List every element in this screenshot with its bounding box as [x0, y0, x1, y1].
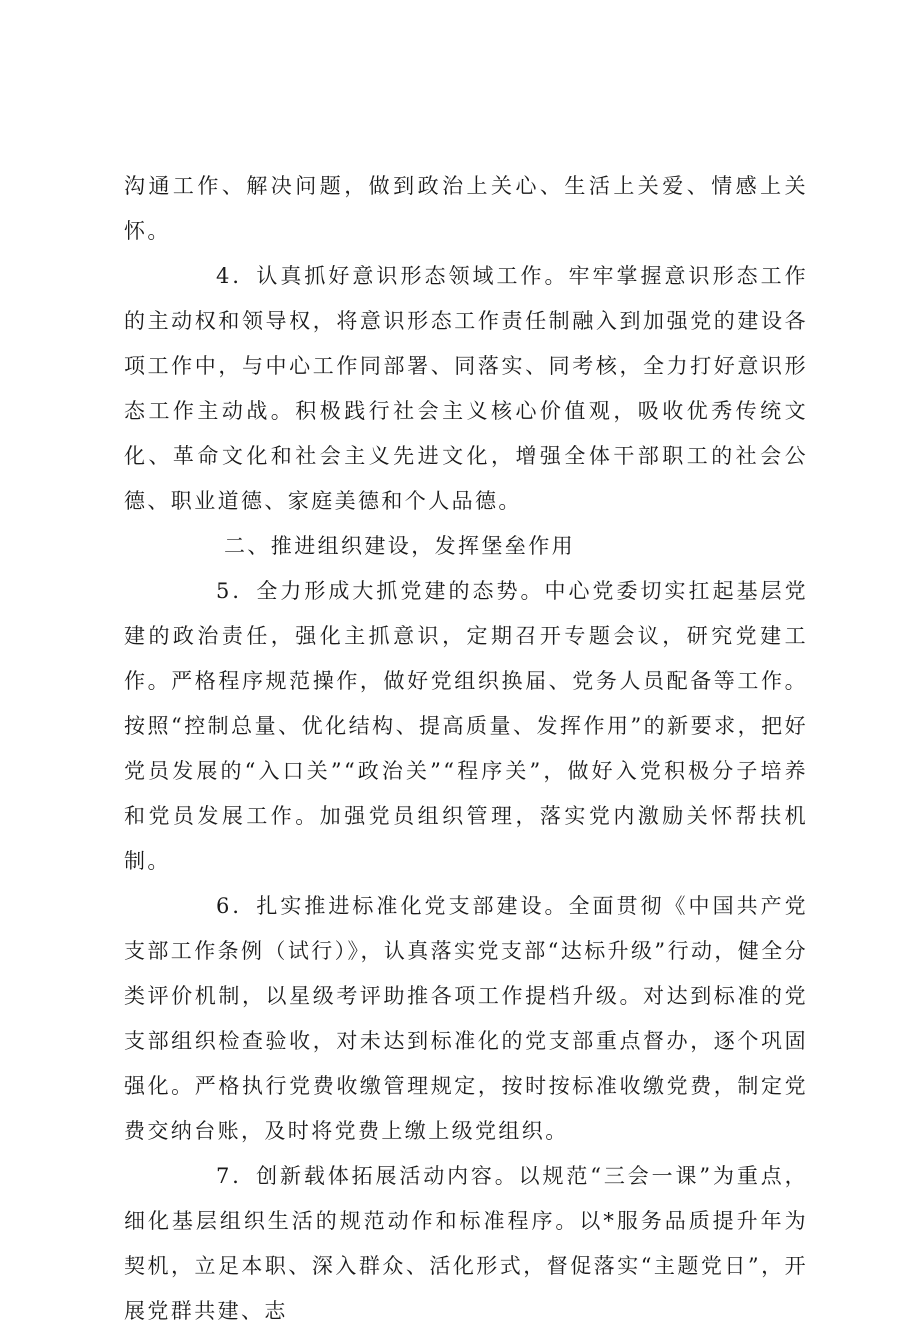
paragraph-item-5: 5．全力形成大抓党建的态势。中心党委切实扛起基层党建的政治责任，强化主抓意识，定期召开专题会议，研究党建工作。严格程序规范操作，做好党组织换届、党务人员配备等工作。按照“控制总量、优化结构、提高质量、发挥作用”的新要求，把好党员发展的“入口关”“政治关”“程序关”，做好入党积极分子培养和党员发展工作。加强党员组织管理，落实党内激励关怀帮扶机制。	[124, 579, 808, 873]
paragraph-item-6: 6．扎实推进标准化党支部建设。全面贯彻《中国共产党支部工作条例（试行）》，认真落实党支部“达标升级”行动，健全分类评价机制，以星级考评助推各项工作提档升级。对达到标准的党支部组织检查验收，对未达到标准化的党支部重点督办，逐个巩固强化。严格执行党费收缴管理规定，按时按标准收缴党费，制定党费交纳台账，及时将党费上缴上级党组织。	[124, 894, 808, 1143]
section-heading-2: 二、推进组织建设，发挥堡垒作用	[224, 534, 575, 558]
paragraph-continuation: 沟通工作、解决问题，做到政治上关心、生活上关爱、情感上关怀。	[124, 174, 808, 243]
document-body	[124, 164, 808, 1334]
paragraph-item-4: 4．认真抓好意识形态领域工作。牢牢掌握意识形态工作的主动权和领导权，将意识形态工作责任制融入到加强党的建设各项工作中，与中心工作同部署、同落实、同考核，全力打好意识形态工作主动战。积极践行社会主义核心价值观，吸收优秀传统文化、革命文化和社会主义先进文化，增强全体干部职工的社会公德、职业道德、家庭美德和个人品德。	[124, 264, 808, 513]
paragraph-item-7: 7．创新载体拓展活动内容。以规范“三会一课”为重点，细化基层组织生活的规范动作和标准程序。以*服务品质提升年为契机，立足本职、深入群众、活化形式，督促落实“主题党日”，开展党群共建、志	[124, 1164, 808, 1323]
